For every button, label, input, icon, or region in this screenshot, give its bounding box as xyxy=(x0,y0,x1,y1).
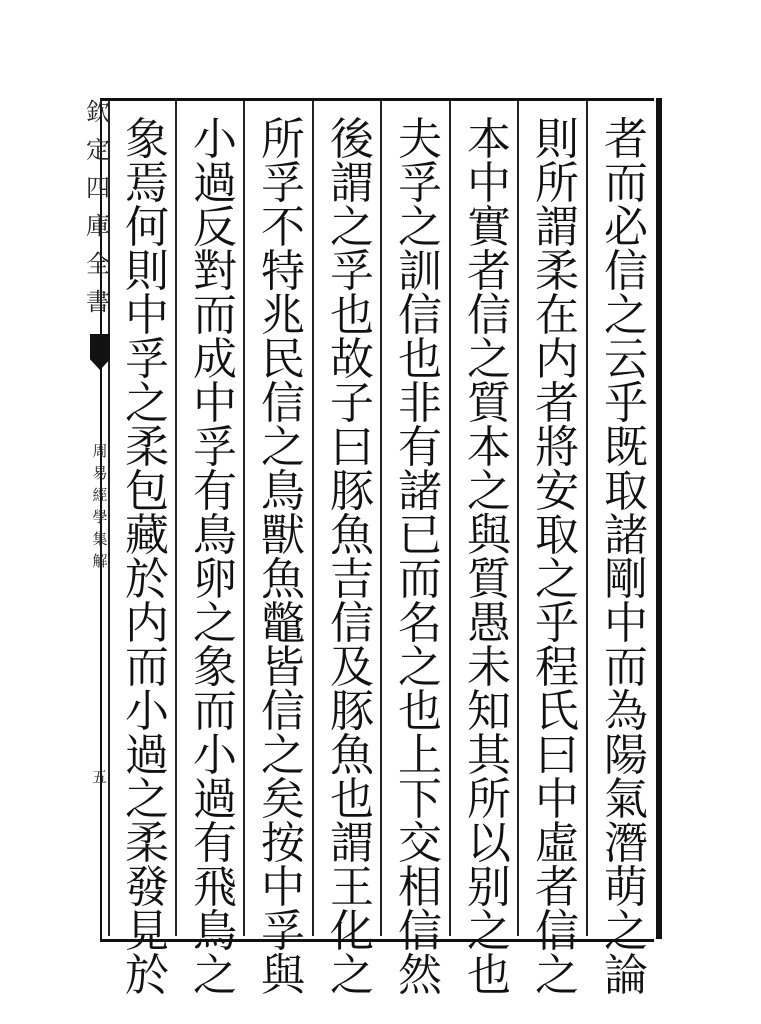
text-column xyxy=(187,114,243,1001)
character: 焉 xyxy=(125,158,169,209)
character: 也 xyxy=(398,686,442,737)
character: 孚 xyxy=(261,906,305,957)
character: 小 xyxy=(125,686,169,737)
character: 而 xyxy=(125,642,169,693)
character: 過 xyxy=(193,158,237,209)
character: 在 xyxy=(535,290,579,341)
character: 與 xyxy=(467,510,511,561)
character: 見 xyxy=(125,906,169,957)
character: 之 xyxy=(261,422,305,473)
column-rule xyxy=(380,101,382,936)
character: 有 xyxy=(193,818,237,869)
character: 信 xyxy=(261,686,305,737)
character: 實 xyxy=(467,202,511,253)
character: 豚 xyxy=(330,686,374,737)
character: 民 xyxy=(261,334,305,385)
character: 之 xyxy=(467,334,511,385)
character: 之 xyxy=(261,730,305,781)
character: 飛 xyxy=(193,862,237,913)
character: 及 xyxy=(330,642,374,693)
character: 藏 xyxy=(125,510,169,561)
character: 特 xyxy=(261,246,305,297)
character: 則 xyxy=(535,114,579,165)
margin-character: 欽 xyxy=(86,98,110,126)
text-column xyxy=(461,114,517,1001)
character: 卵 xyxy=(193,554,237,605)
character: 中 xyxy=(261,862,305,913)
character: 諸 xyxy=(398,466,442,517)
margin-character: 解 xyxy=(92,552,108,570)
character: 於 xyxy=(125,950,169,1001)
character: 豚 xyxy=(330,466,374,517)
character: 信 xyxy=(398,906,442,957)
character: 吉 xyxy=(330,554,374,605)
character: 之 xyxy=(193,950,237,1001)
character: 氏 xyxy=(535,686,579,737)
character: 信 xyxy=(330,598,374,649)
character: 中 xyxy=(604,598,648,649)
column-rule xyxy=(312,101,314,936)
character: 子 xyxy=(330,378,374,429)
margin-character: 書 xyxy=(86,288,110,316)
character: 程 xyxy=(535,642,579,693)
character: 信 xyxy=(467,290,511,341)
character: 謂 xyxy=(330,158,374,209)
character: 之 xyxy=(330,202,374,253)
character: 者 xyxy=(467,246,511,297)
character: 以 xyxy=(467,818,511,869)
character: 而 xyxy=(604,642,648,693)
character: 孚 xyxy=(330,246,374,297)
character: 論 xyxy=(604,950,648,1001)
character: 之 xyxy=(535,950,579,1001)
character: 乎 xyxy=(535,598,579,649)
character: 質 xyxy=(467,378,511,429)
character: 諸 xyxy=(604,510,648,561)
character: 别 xyxy=(467,862,511,913)
character: 下 xyxy=(398,774,442,825)
text-column xyxy=(324,114,380,1001)
character: 鼈 xyxy=(261,598,305,649)
character: 有 xyxy=(193,466,237,517)
character: 之 xyxy=(398,642,442,693)
character: 王 xyxy=(330,862,374,913)
character: 必 xyxy=(604,202,648,253)
character: 質 xyxy=(467,554,511,605)
character: 取 xyxy=(604,466,648,517)
character: 也 xyxy=(330,774,374,825)
character: 對 xyxy=(193,246,237,297)
character: 中 xyxy=(125,290,169,341)
character: 夫 xyxy=(398,114,442,165)
character: 虛 xyxy=(535,818,579,869)
character: 也 xyxy=(398,334,442,385)
column-rule xyxy=(586,101,588,936)
margin-page-number: 五 xyxy=(92,768,108,786)
character: 柔 xyxy=(125,422,169,473)
character: 之 xyxy=(467,906,511,957)
text-column xyxy=(392,114,448,1001)
character: 愚 xyxy=(467,598,511,649)
character: 者 xyxy=(535,862,579,913)
character: 内 xyxy=(125,598,169,649)
character: 孚 xyxy=(261,158,305,209)
character: 魚 xyxy=(330,730,374,781)
character: 知 xyxy=(467,686,511,737)
character: 者 xyxy=(604,114,648,165)
character: 為 xyxy=(604,686,648,737)
character: 象 xyxy=(125,114,169,165)
character: 發 xyxy=(125,862,169,913)
character: 化 xyxy=(330,906,374,957)
margin-character: 庫 xyxy=(86,212,110,240)
character: 與 xyxy=(261,950,305,1001)
character: 而 xyxy=(398,554,442,605)
character: 之 xyxy=(125,774,169,825)
character: 訓 xyxy=(398,246,442,297)
character: 本 xyxy=(467,422,511,473)
margin-character: 集 xyxy=(92,530,108,548)
character: 交 xyxy=(398,818,442,869)
character: 曰 xyxy=(535,730,579,781)
margin-character: 學 xyxy=(92,508,108,526)
character: 安 xyxy=(535,466,579,517)
character: 中 xyxy=(535,774,579,825)
character: 萌 xyxy=(604,862,648,913)
frame-right-rule xyxy=(656,98,662,939)
character: 所 xyxy=(261,114,305,165)
character: 魚 xyxy=(261,554,305,605)
character: 則 xyxy=(125,246,169,297)
character: 也 xyxy=(467,950,511,1001)
character: 孚 xyxy=(193,422,237,473)
character: 有 xyxy=(398,422,442,473)
character: 之 xyxy=(604,290,648,341)
character: 所 xyxy=(467,774,511,825)
character: 本 xyxy=(467,114,511,165)
character: 於 xyxy=(125,554,169,605)
margin-character: 周 xyxy=(92,442,108,460)
character: 中 xyxy=(193,378,237,429)
margin-book-title xyxy=(88,100,108,328)
character: 之 xyxy=(125,378,169,429)
margin-work-title xyxy=(92,444,108,576)
character: 内 xyxy=(535,334,579,385)
character: 鳥 xyxy=(193,510,237,561)
character: 魚 xyxy=(330,510,374,561)
character: 已 xyxy=(398,510,442,561)
character: 陽 xyxy=(604,730,648,781)
character: 中 xyxy=(467,158,511,209)
character: 後 xyxy=(330,114,374,165)
character: 何 xyxy=(125,202,169,253)
character: 象 xyxy=(193,642,237,693)
margin-character: 經 xyxy=(92,486,108,504)
text-column xyxy=(119,114,175,1001)
character: 故 xyxy=(330,334,374,385)
character: 謂 xyxy=(535,202,579,253)
character: 鳥 xyxy=(193,906,237,957)
character: 氣 xyxy=(604,774,648,825)
character: 之 xyxy=(330,950,374,1001)
character: 上 xyxy=(398,730,442,781)
character: 而 xyxy=(193,686,237,737)
character: 不 xyxy=(261,202,305,253)
character: 既 xyxy=(604,422,648,473)
text-column xyxy=(529,114,585,1001)
character: 謂 xyxy=(330,818,374,869)
margin-character: 四 xyxy=(86,174,110,202)
character: 也 xyxy=(330,290,374,341)
margin-character: 定 xyxy=(86,136,110,164)
character: 皆 xyxy=(261,642,305,693)
character: 過 xyxy=(193,774,237,825)
margin-character: 全 xyxy=(86,250,110,278)
character: 獸 xyxy=(261,510,305,561)
character: 之 xyxy=(535,554,579,605)
character: 兆 xyxy=(261,290,305,341)
column-rule xyxy=(243,101,245,936)
character: 之 xyxy=(604,906,648,957)
character: 小 xyxy=(193,730,237,781)
margin-character: 易 xyxy=(92,464,108,482)
character: 信 xyxy=(261,378,305,429)
character: 其 xyxy=(467,730,511,781)
character: 孚 xyxy=(398,158,442,209)
character: 曰 xyxy=(330,422,374,473)
character: 然 xyxy=(398,950,442,1001)
character: 之 xyxy=(193,598,237,649)
character: 信 xyxy=(535,906,579,957)
character: 之 xyxy=(398,202,442,253)
character: 之 xyxy=(467,466,511,517)
character: 取 xyxy=(535,510,579,561)
character: 剛 xyxy=(604,554,648,605)
character: 乎 xyxy=(604,378,648,429)
character: 小 xyxy=(193,114,237,165)
character: 所 xyxy=(535,158,579,209)
character: 云 xyxy=(604,334,648,385)
character: 者 xyxy=(535,378,579,429)
character: 名 xyxy=(398,598,442,649)
character: 非 xyxy=(398,378,442,429)
character: 信 xyxy=(604,246,648,297)
character: 鳥 xyxy=(261,466,305,517)
column-rule xyxy=(449,101,451,936)
character: 柔 xyxy=(125,818,169,869)
character: 成 xyxy=(193,334,237,385)
character: 而 xyxy=(193,290,237,341)
character: 反 xyxy=(193,202,237,253)
character: 孚 xyxy=(125,334,169,385)
character: 矣 xyxy=(261,774,305,825)
character: 過 xyxy=(125,730,169,781)
character: 包 xyxy=(125,466,169,517)
character: 未 xyxy=(467,642,511,693)
text-column xyxy=(598,114,654,1001)
column-rule xyxy=(175,101,177,936)
character: 潛 xyxy=(604,818,648,869)
character: 相 xyxy=(398,862,442,913)
character: 而 xyxy=(604,158,648,209)
text-column xyxy=(255,114,311,1001)
column-rule xyxy=(517,101,519,936)
character: 按 xyxy=(261,818,305,869)
character: 柔 xyxy=(535,246,579,297)
character: 信 xyxy=(398,290,442,341)
character: 將 xyxy=(535,422,579,473)
